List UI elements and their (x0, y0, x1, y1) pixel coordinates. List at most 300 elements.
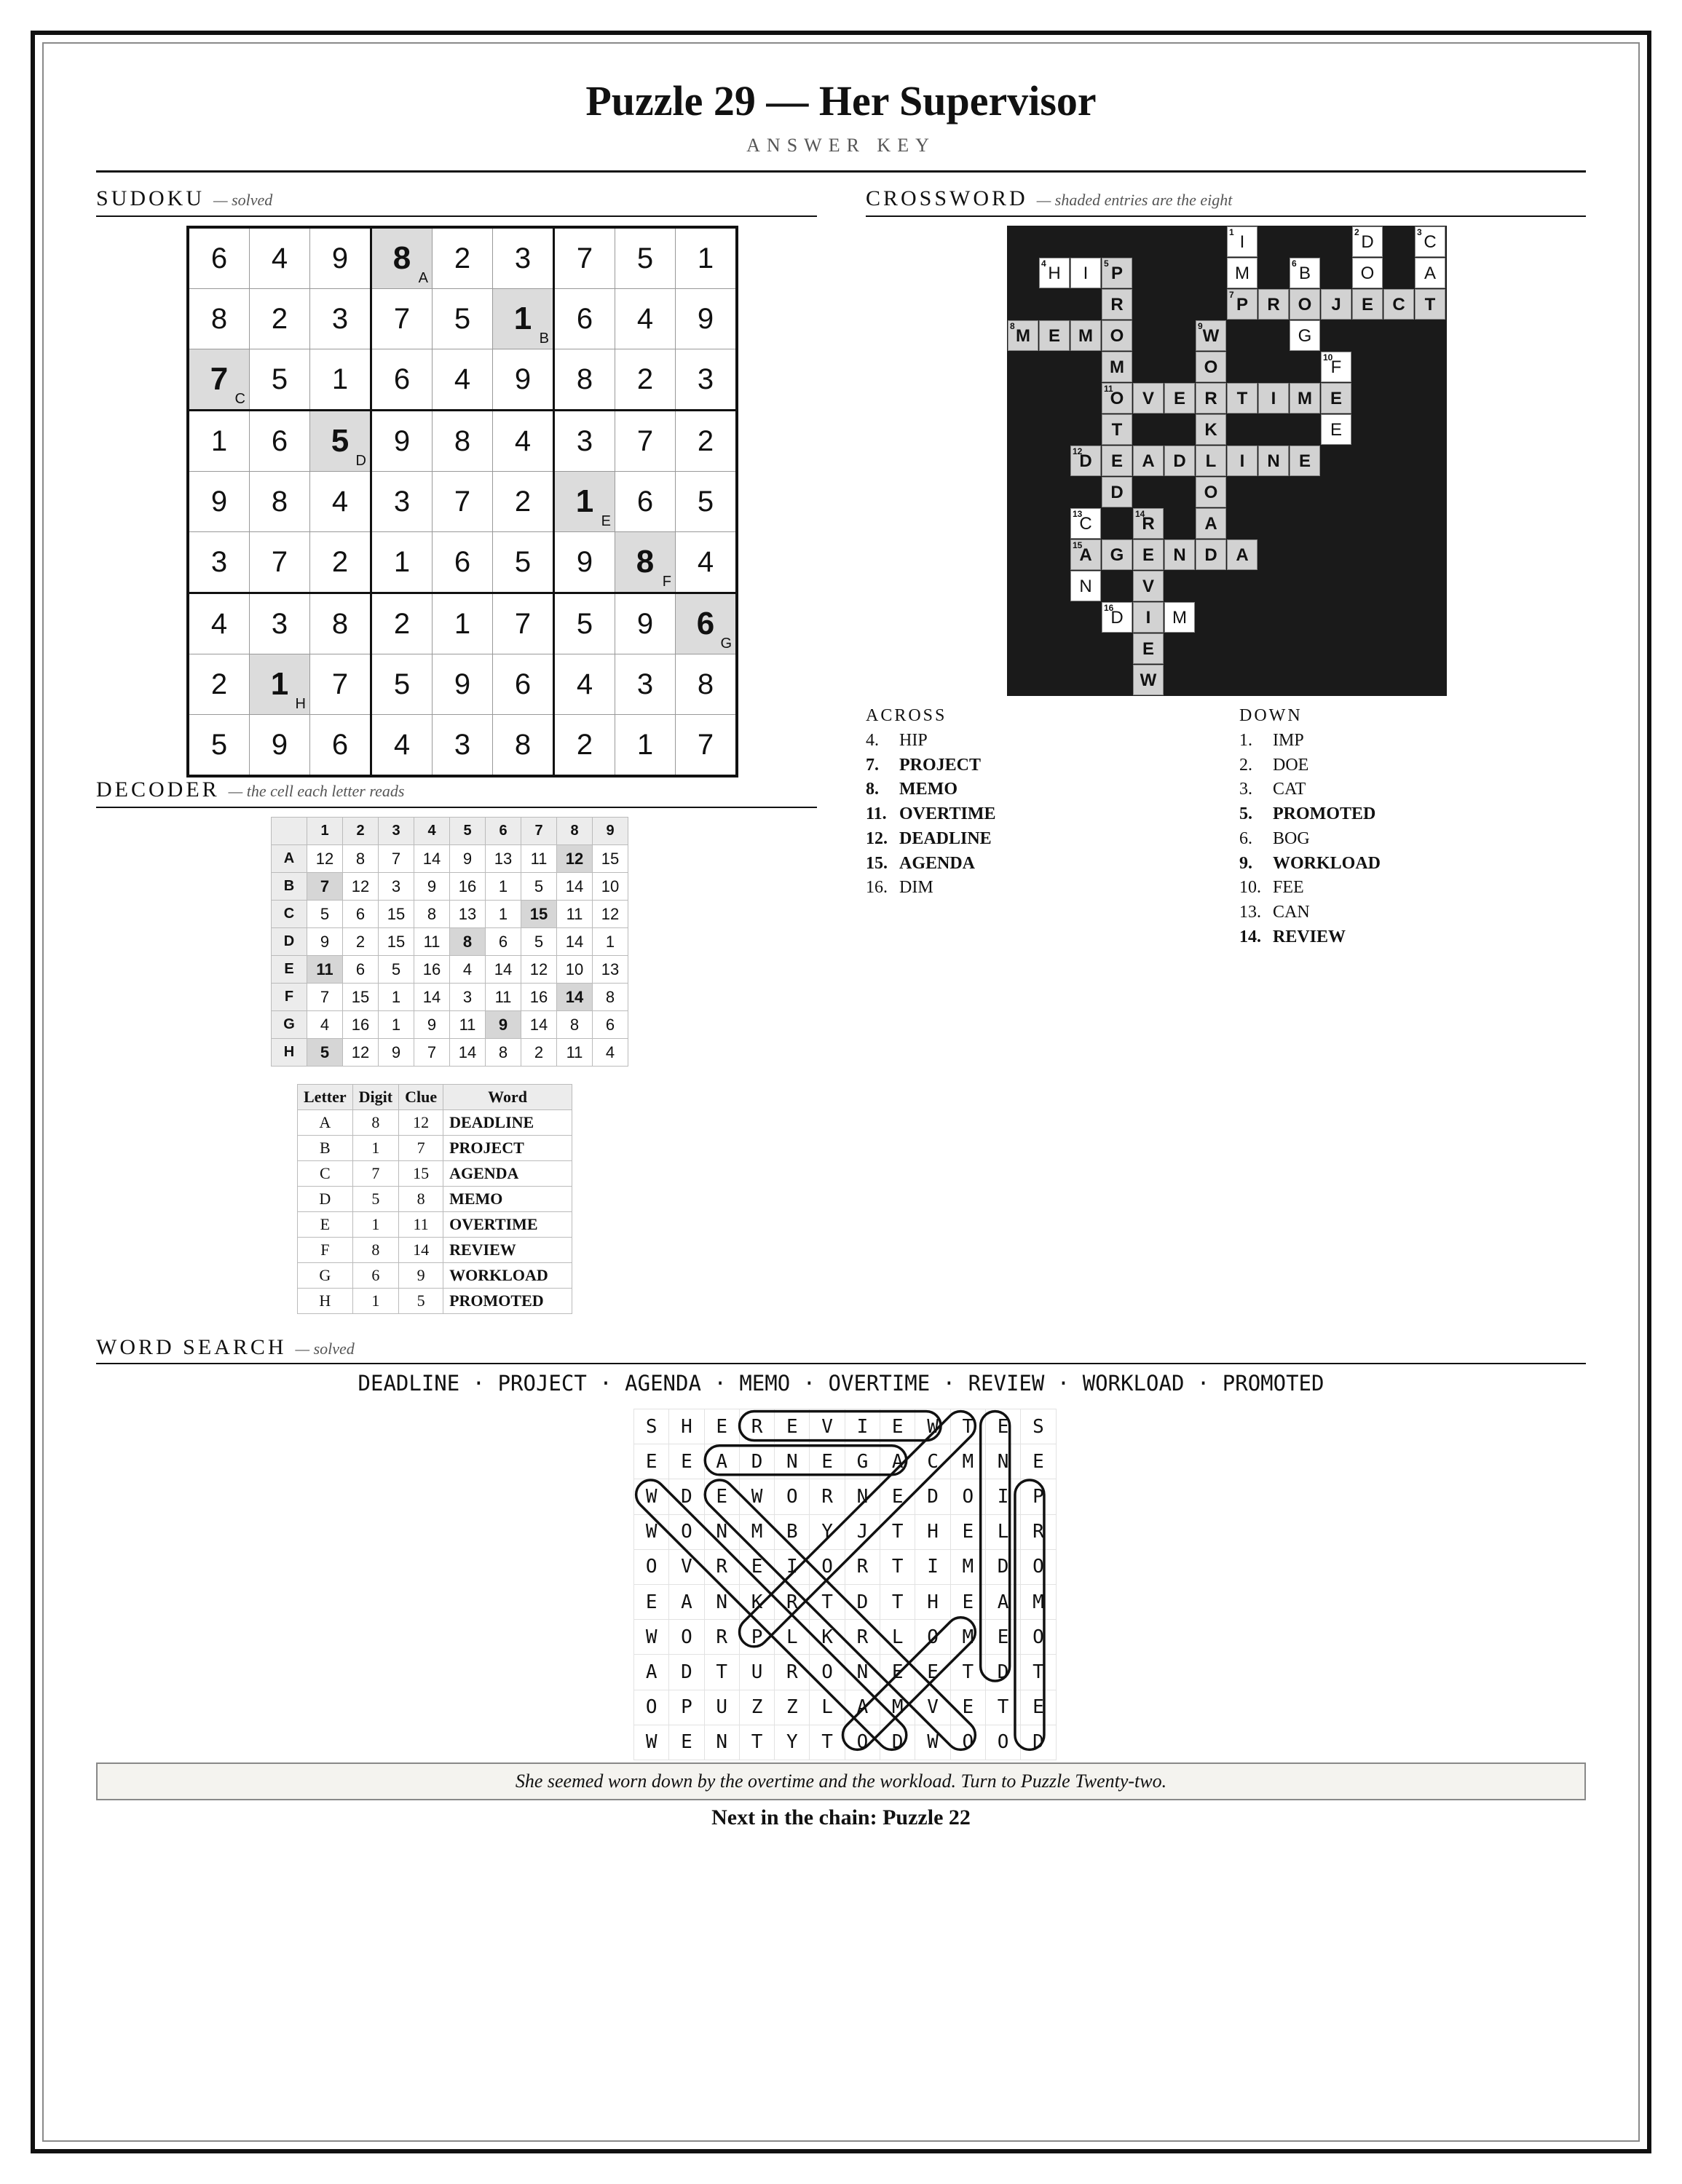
crossword-cell: 12 D (1070, 446, 1101, 476)
crossword-cell: E (1102, 446, 1132, 476)
sudoku-row (188, 411, 737, 472)
wordsearch-letter: E (950, 1690, 985, 1725)
decoder-cell: 7 (414, 1039, 450, 1067)
key-cell: D (298, 1187, 353, 1212)
crossword-cell: T (1415, 289, 1445, 320)
wordsearch-letter: T (880, 1514, 915, 1549)
decoder-cell: 16 (521, 984, 557, 1011)
wordsearch-letter: M (950, 1620, 985, 1655)
decoder-cell: 2 (343, 928, 379, 956)
decoder-cell: 14 (414, 845, 450, 873)
sudoku-cell: 7 (310, 654, 371, 715)
across-clue (866, 854, 975, 874)
sudoku-cell: 3 (433, 715, 493, 777)
crossword-cell: O (1352, 258, 1383, 288)
crossword-cell: 2 D (1352, 226, 1383, 257)
wordsearch-letter: Z (775, 1690, 810, 1725)
wordsearch-letter: O (810, 1655, 845, 1690)
wordsearch-letter: N (985, 1444, 1020, 1479)
wordsearch-letter: I (845, 1409, 880, 1444)
crossword-cell: E (1133, 539, 1164, 570)
crossword-cell: 3 C (1415, 226, 1445, 257)
wordsearch-letter: T (704, 1655, 739, 1690)
wordsearch-letter: D (845, 1584, 880, 1619)
decoder-cell: 11 (307, 956, 343, 984)
crossword-cell: R (1258, 289, 1289, 320)
wordsearch-letter: D (739, 1444, 774, 1479)
crossword-cell: N (1258, 446, 1289, 476)
crossword-cell: O (1196, 352, 1226, 382)
clue-number: 8. (866, 780, 879, 799)
crossword-grid (1007, 226, 1447, 696)
wordsearch-letter: D (669, 1479, 704, 1514)
decoder-col-header: 8 (557, 818, 593, 845)
key-cell: 6 (352, 1263, 398, 1289)
key-row (298, 1161, 572, 1187)
decoder-col-header: 9 (593, 818, 628, 845)
across-heading: ACROSS (866, 706, 947, 725)
sudoku-cell: 6 (433, 532, 493, 593)
wordsearch-letter: T (810, 1725, 845, 1760)
decoder-cell: 7 (307, 984, 343, 1011)
crossword-cell: A (1227, 539, 1257, 570)
title-rule (96, 170, 1586, 173)
crossword-cell: I (1070, 258, 1101, 288)
wordsearch-letter: V (810, 1409, 845, 1444)
sudoku-cell: 6 G (676, 593, 738, 654)
wordsearch-letter: O (810, 1549, 845, 1584)
wordsearch-letter: U (739, 1655, 774, 1690)
crossword-cell: A (1133, 446, 1164, 476)
decoder-cell: 1 (593, 928, 628, 956)
sudoku-cell: 6 (371, 349, 433, 411)
down-clue (1239, 829, 1310, 849)
sudoku-cell: 6 (310, 715, 371, 777)
sudoku-cell: 2 (250, 289, 310, 349)
sudoku-cell: 9 (310, 227, 371, 289)
crossword-cell: M (1164, 602, 1195, 633)
wordsearch-letter: I (985, 1479, 1020, 1514)
wordsearch-letter: E (985, 1409, 1020, 1444)
crossword-clue-number: 7 (1229, 290, 1234, 300)
decoder-cell: 12 (557, 845, 593, 873)
word-list: DEADLINE · PROJECT · AGENDA · MEMO · OVERTIME · REVIEW · WORKLOAD · PROMOTED (358, 1371, 1324, 1396)
sudoku-heading (96, 186, 272, 211)
wordsearch-letter: K (810, 1620, 845, 1655)
crossword-clue-number: 12 (1073, 446, 1083, 456)
wordsearch-letter: T (880, 1584, 915, 1619)
crossword-cell: M (1102, 352, 1132, 382)
sudoku-cell: 1 (371, 532, 433, 593)
key-cell: WORKLOAD (443, 1263, 572, 1289)
sudoku-note: — solved (213, 191, 273, 209)
across-clue (866, 829, 992, 849)
wordsearch-letter: E (1021, 1444, 1056, 1479)
crossword-cell: D (1164, 446, 1195, 476)
found-word-loop (633, 1474, 912, 1752)
wordsearch-letter: E (950, 1514, 985, 1549)
sudoku-row (188, 532, 737, 593)
crossword-clue-number: 16 (1104, 603, 1114, 613)
across-clue (866, 804, 996, 824)
sudoku-cell: 3 (188, 532, 250, 593)
down-clue (1239, 731, 1304, 751)
across-clue (866, 756, 981, 775)
wordsearch-letter: D (985, 1549, 1020, 1584)
wordsearch-letter: A (845, 1690, 880, 1725)
wordsearch-letter: J (845, 1514, 880, 1549)
wordsearch-letter: A (985, 1584, 1020, 1619)
decoder-cell: 14 (557, 984, 593, 1011)
decoder-corner (272, 818, 307, 845)
crossword-cell: 5 P (1102, 258, 1132, 288)
sudoku-cell: 3 (250, 593, 310, 654)
wordsearch-letter: O (950, 1479, 985, 1514)
wordsearch-letter: O (634, 1549, 669, 1584)
crossword-cell: W (1133, 665, 1164, 695)
wordsearch-letter: N (704, 1584, 739, 1619)
decoder-cell: 5 (521, 928, 557, 956)
sudoku-cell-tag: G (720, 636, 732, 652)
sudoku-grid (186, 226, 738, 778)
crossword-cell: I (1258, 383, 1289, 414)
decoder-cell: 13 (593, 956, 628, 984)
sudoku-cell: 2 (188, 654, 250, 715)
crossword-cell: V (1133, 383, 1164, 414)
clue-number: 13. (1239, 902, 1261, 922)
key-header: Word (443, 1085, 572, 1110)
clue-number: 5. (1239, 804, 1252, 824)
decoder-row (272, 1039, 628, 1067)
wordsearch-letter: G (845, 1444, 880, 1479)
wordsearch-letter: E (704, 1479, 739, 1514)
crossword-clue-number: 6 (1292, 258, 1297, 269)
decoder-row-header: H (272, 1039, 307, 1067)
wordsearch-letter: E (880, 1655, 915, 1690)
decoder-cell: 8 (450, 928, 486, 956)
sudoku-cell: 4 (615, 289, 676, 349)
key-cell: MEMO (443, 1187, 572, 1212)
key-cell: 5 (399, 1289, 443, 1314)
wordsearch-letter: T (1021, 1655, 1056, 1690)
key-cell: 8 (352, 1238, 398, 1263)
crossword-cell: 6 B (1290, 258, 1320, 288)
wordsearch-letter: E (1021, 1690, 1056, 1725)
clue-answer: MEMO (899, 780, 958, 799)
wordsearch-letter: S (634, 1409, 669, 1444)
wordsearch-letter: E (669, 1725, 704, 1760)
key-cell: C (298, 1161, 353, 1187)
wordsearch-letter: E (704, 1409, 739, 1444)
crossword-cell: E (1039, 320, 1070, 351)
wordsearch-found-loops (633, 1409, 1047, 1752)
sudoku-cell: 1 H (250, 654, 310, 715)
across-clue (866, 731, 928, 751)
page-subtitle: ANSWER KEY (746, 135, 936, 156)
wordsearch-letter: E (810, 1444, 845, 1479)
sudoku-cell: 5 (554, 593, 615, 654)
decoder-cell: 1 (379, 984, 414, 1011)
crossword-cell: N (1070, 571, 1101, 601)
sudoku-cell: 7 (371, 289, 433, 349)
wordsearch-letter: T (880, 1549, 915, 1584)
wordsearch-letter: R (845, 1549, 880, 1584)
key-row (298, 1110, 572, 1136)
key-cell: 7 (352, 1161, 398, 1187)
clue-answer: DOE (1273, 755, 1309, 775)
decoder-cell: 8 (343, 845, 379, 873)
across-clue (866, 878, 933, 898)
page-title: Puzzle 29 — Her Supervisor (585, 77, 1097, 124)
wordsearch-letter: O (669, 1514, 704, 1549)
sudoku-cell: 9 (433, 654, 493, 715)
crossword-cell: R (1196, 383, 1226, 414)
decoder-cell: 5 (307, 901, 343, 928)
found-word-loop (981, 1412, 1010, 1681)
sudoku-cell: 9 (615, 593, 676, 654)
decoder-cell: 11 (521, 845, 557, 873)
decoder-row (272, 928, 628, 956)
decoder-cell: 9 (450, 845, 486, 873)
sudoku-cell: 9 (188, 472, 250, 532)
crossword-clue-number: 13 (1073, 509, 1083, 519)
wordsearch-letter: R (810, 1479, 845, 1514)
footer-message: She seemed worn down by the overtime and the workload. Turn to Puzzle Twenty-two. (96, 1762, 1586, 1800)
found-word-loop (1015, 1480, 1044, 1749)
wordsearch-letter: W (739, 1479, 774, 1514)
sudoku-row (188, 654, 737, 715)
wordsearch-letter: Z (739, 1690, 774, 1725)
key-cell: 9 (399, 1263, 443, 1289)
crossword-cell: T (1227, 383, 1257, 414)
sudoku-cell: 8 F (615, 532, 676, 593)
clue-answer: PROMOTED (1273, 804, 1376, 824)
decoder-cell: 11 (486, 984, 521, 1011)
decoder-cell: 11 (450, 1011, 486, 1039)
wordsearch-letter: E (985, 1620, 1020, 1655)
sudoku-cell: 2 (554, 715, 615, 777)
decoder-col-header: 4 (414, 818, 450, 845)
crossword-cell: E (1164, 383, 1195, 414)
decoder-cell: 16 (450, 873, 486, 901)
decoder-header-row (272, 818, 628, 845)
sudoku-cell: 8 (188, 289, 250, 349)
sudoku-row (188, 472, 737, 532)
sudoku-cell: 8 (554, 349, 615, 411)
decoder-cell: 8 (486, 1039, 521, 1067)
sudoku-cell: 4 (493, 411, 554, 472)
wordsearch-letter: T (985, 1690, 1020, 1725)
crossword-cell: E (1290, 446, 1320, 476)
wordsearch-letter: T (950, 1655, 985, 1690)
clue-answer: CAT (1273, 780, 1306, 799)
crossword-clue-number: 10 (1323, 352, 1333, 363)
wordsearch-letter: R (845, 1620, 880, 1655)
wordsearch-letter: O (775, 1479, 810, 1514)
decoder-col-header: 1 (307, 818, 343, 845)
crossword-cell: G (1290, 320, 1320, 351)
crossword-cell: E (1352, 289, 1383, 320)
crossword-cell: I (1133, 602, 1164, 633)
key-cell: 7 (399, 1136, 443, 1161)
crossword-cell: 14 R (1133, 508, 1164, 539)
wordsearch-letter: K (739, 1584, 774, 1619)
sudoku-cell: 5 (676, 472, 738, 532)
sudoku-cell: 8 (493, 715, 554, 777)
crossword-cell: D (1196, 539, 1226, 570)
crossword-cell: T (1102, 414, 1132, 445)
sudoku-cell: 2 (433, 227, 493, 289)
decoder-cell: 15 (343, 984, 379, 1011)
decoder-cell: 15 (379, 928, 414, 956)
decoder-row-header: D (272, 928, 307, 956)
across-clue (866, 780, 958, 799)
clue-number: 4. (866, 731, 879, 750)
wordsearch-letter: L (985, 1514, 1020, 1549)
decoder-cell: 5 (379, 956, 414, 984)
wordsearch-letter: V (669, 1549, 704, 1584)
sudoku-cell: 4 (188, 593, 250, 654)
wordsearch-letter: D (915, 1479, 950, 1514)
crossword-cell: 9 W (1196, 320, 1226, 351)
crossword-label: CROSSWORD (866, 186, 1028, 210)
wordsearch-letter: O (915, 1620, 950, 1655)
crossword-cell: O (1290, 289, 1320, 320)
wordsearch-letter: E (669, 1444, 704, 1479)
sudoku-cell: 4 (371, 715, 433, 777)
sudoku-cell: 7 (433, 472, 493, 532)
crossword-cell: 7 P (1227, 289, 1257, 320)
sudoku-cell: 9 (371, 411, 433, 472)
decoder-cell: 11 (557, 1039, 593, 1067)
wordsearch-letter: E (634, 1584, 669, 1619)
sudoku-cell-tag: A (418, 270, 428, 286)
decoder-cell: 15 (521, 901, 557, 928)
decoder-col-header: 6 (486, 818, 521, 845)
decoder-cell: 10 (593, 873, 628, 901)
wordsearch-letter: L (880, 1620, 915, 1655)
wordsearch-letter: R (775, 1655, 810, 1690)
key-cell: G (298, 1263, 353, 1289)
key-cell: 15 (399, 1161, 443, 1187)
clue-answer: HIP (899, 731, 928, 750)
decoder-cell: 3 (379, 873, 414, 901)
key-row (298, 1212, 572, 1238)
key-row (298, 1263, 572, 1289)
clue-number: 9. (1239, 853, 1252, 873)
sudoku-cell: 5 (433, 289, 493, 349)
crossword-cell: E (1321, 414, 1351, 445)
key-cell: F (298, 1238, 353, 1263)
sudoku-cell: 3 (554, 411, 615, 472)
sudoku-cell: 1 B (493, 289, 554, 349)
sudoku-cell: 2 (676, 411, 738, 472)
wordsearch-letter: P (739, 1620, 774, 1655)
crossword-cell: O (1102, 320, 1132, 351)
down-clue (1239, 878, 1304, 898)
wordsearch-letter: N (845, 1479, 880, 1514)
wordsearch-letter: I (775, 1549, 810, 1584)
sudoku-cell: 5 (615, 227, 676, 289)
decoder-cell: 9 (379, 1039, 414, 1067)
clue-answer: CAN (1273, 902, 1310, 922)
sudoku-cell: 7 (676, 715, 738, 777)
wordsearch-letter: P (669, 1690, 704, 1725)
crossword-clue-number: 4 (1041, 258, 1046, 269)
crossword-cell: M (1070, 320, 1101, 351)
sudoku-cell: 4 (250, 227, 310, 289)
key-cell: 14 (399, 1238, 443, 1263)
wordsearch-letter: I (915, 1549, 950, 1584)
down-clue (1239, 903, 1310, 922)
sudoku-row (188, 349, 737, 411)
key-row (298, 1289, 572, 1314)
decoder-cell: 1 (486, 901, 521, 928)
wordsearch-letter: O (1021, 1620, 1056, 1655)
sudoku-cell: 8 (310, 593, 371, 654)
decoder-cell: 4 (593, 1039, 628, 1067)
wordsearch-letter: Y (775, 1725, 810, 1760)
key-cell: PROJECT (443, 1136, 572, 1161)
sudoku-cell: 2 (310, 532, 371, 593)
wordsearch-letter: E (634, 1444, 669, 1479)
sudoku-cell: 3 (371, 472, 433, 532)
decoder-cell: 7 (379, 845, 414, 873)
wordsearch-letter: M (739, 1514, 774, 1549)
key-cell: AGENDA (443, 1161, 572, 1187)
key-cell: REVIEW (443, 1238, 572, 1263)
key-row (298, 1187, 572, 1212)
clue-answer: AGENDA (899, 853, 976, 873)
found-word-loop (699, 1474, 982, 1752)
wordsearch-letter: D (1021, 1725, 1056, 1760)
clue-answer: REVIEW (1273, 927, 1346, 946)
letter-key-table (297, 1084, 572, 1314)
decoder-cell: 12 (343, 873, 379, 901)
decoder-cell: 14 (450, 1039, 486, 1067)
wordsearch-letter: O (634, 1690, 669, 1725)
wordsearch-letter: R (1021, 1514, 1056, 1549)
crossword-cell: C (1383, 289, 1414, 320)
key-header: Digit (352, 1085, 398, 1110)
next-puzzle: Next in the chain: Puzzle 22 (711, 1805, 971, 1829)
wordsearch-letter: T (810, 1584, 845, 1619)
crossword-cell: 16 D (1102, 602, 1132, 633)
wordsearch-letter: A (704, 1444, 739, 1479)
decoder-cell: 8 (593, 984, 628, 1011)
decoder-cell: 4 (307, 1011, 343, 1039)
decoder-cell: 2 (521, 1039, 557, 1067)
clue-number: 3. (1239, 780, 1252, 799)
decoder-row-header: F (272, 984, 307, 1011)
sudoku-cell: 6 (250, 411, 310, 472)
key-cell: OVERTIME (443, 1212, 572, 1238)
wordsearch-letter: R (739, 1409, 774, 1444)
wordsearch-letter: N (845, 1655, 880, 1690)
sudoku-cell: 5 (250, 349, 310, 411)
wordsearch-letter: D (880, 1725, 915, 1760)
sudoku-row (188, 593, 737, 654)
wordsearch-letter: W (634, 1620, 669, 1655)
wordsearch-letter: N (775, 1444, 810, 1479)
sudoku-cell: 7 (554, 227, 615, 289)
clue-number: 6. (1239, 828, 1252, 848)
crossword-clue-number: 15 (1073, 540, 1083, 550)
wordsearch-label: WORD SEARCH (96, 1335, 287, 1359)
crossword-clue-number: 5 (1104, 258, 1109, 269)
crossword-cell: M (1227, 258, 1257, 288)
sudoku-cell: 2 (615, 349, 676, 411)
